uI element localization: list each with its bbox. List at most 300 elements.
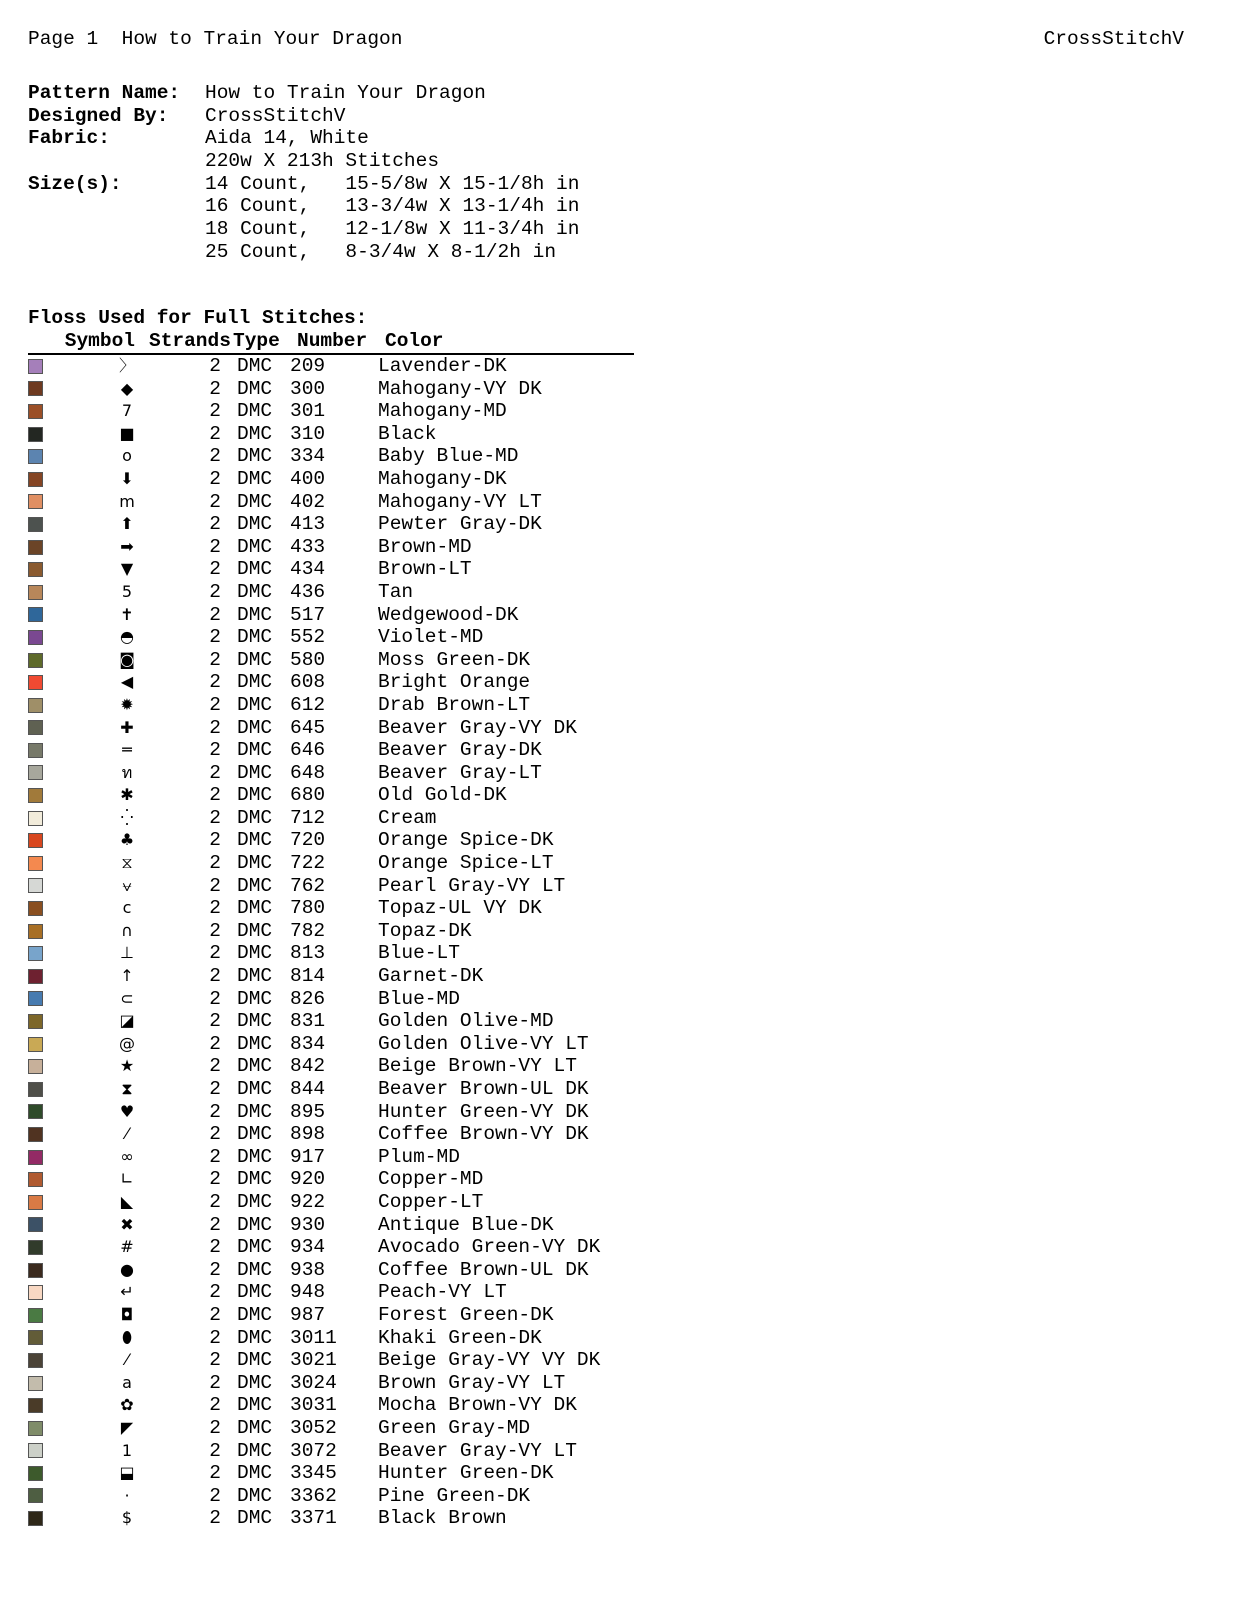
strands-value: 2 [209,1032,221,1055]
type-value: DMC [237,1303,273,1326]
color-swatch [28,720,43,735]
floss-row [28,1417,634,1440]
info-row [28,195,579,218]
strands-value: 2 [209,716,221,739]
col-strands: Strands [149,330,231,352]
type-value: DMC [237,1190,273,1213]
swatch-cell [28,1082,60,1097]
floss-row [28,762,634,785]
color-name: Plum-MD [378,1145,460,1168]
floss-row [28,1485,634,1508]
color-swatch [28,427,43,442]
swatch-cell [28,698,60,713]
type-value: DMC [237,467,273,490]
color-swatch [28,946,43,961]
swatch-cell [28,991,60,1006]
floss-row [28,988,634,1011]
strands-value: 2 [209,852,221,875]
color-swatch [28,1127,43,1142]
floss-row [28,852,634,875]
strands-value: 2 [209,1123,221,1146]
type-value: DMC [237,897,273,920]
stitch-symbol: ◘ [120,1304,134,1324]
type-value: DMC [237,648,273,671]
floss-row [28,807,634,830]
number-value: 301 [290,400,326,423]
color-name: Moss Green-DK [378,648,531,671]
stitch-symbol: 〉 [118,356,135,375]
strands-value: 2 [209,829,221,852]
swatch-cell [28,1263,60,1278]
color-swatch [28,562,43,577]
color-swatch [28,856,43,871]
stitch-symbol: @ [119,1033,135,1053]
color-swatch [28,517,43,532]
strands-value: 2 [209,1078,221,1100]
color-swatch [28,878,43,893]
color-swatch [28,1150,43,1165]
stitch-symbol: ⧖ [121,853,133,873]
color-name: Antique Blue-DK [378,1213,554,1236]
type-value: DMC [237,603,273,626]
number-value: 3011 [290,1326,337,1349]
info-value: How to Train Your Dragon [205,82,486,104]
strands-value: 2 [209,919,221,942]
strands-value: 2 [209,1416,221,1439]
color-name: Pearl Gray-VY LT [378,874,566,897]
stitch-symbol: a [122,1372,132,1392]
number-value: 762 [290,874,326,897]
color-swatch [28,1488,43,1503]
floss-row [28,1101,634,1124]
color-name: Khaki Green-DK [378,1326,542,1349]
floss-row [28,1033,634,1056]
color-name: Coffee Brown-UL DK [378,1258,589,1281]
number-value: 814 [290,965,326,988]
type-value: DMC [237,987,273,1010]
strands-value: 2 [209,1484,221,1507]
color-swatch [28,1263,43,1278]
color-name: Bright Orange [378,671,531,694]
type-value: DMC [237,852,273,875]
number-value: 720 [290,829,326,852]
color-swatch [28,1353,43,1368]
strands-value: 2 [209,1236,221,1259]
strands-value: 2 [209,693,221,716]
number-value: 645 [290,716,326,739]
type-value: DMC [237,1168,273,1191]
floss-row [28,671,634,694]
type-value: DMC [237,1032,273,1055]
strands-value: 2 [209,1439,221,1462]
color-swatch [28,1466,43,1481]
color-swatch [28,1308,43,1323]
strands-value: 2 [209,400,221,423]
floss-row [28,897,634,920]
strands-value: 2 [209,874,221,897]
floss-row [28,1146,634,1169]
stitch-symbol: · [124,1485,130,1505]
color-name: Green Gray-MD [378,1416,531,1439]
color-name: Forest Green-DK [378,1303,554,1326]
color-name: Mahogany-MD [378,400,507,423]
color-swatch [28,1421,43,1436]
number-value: 608 [290,671,326,694]
strands-value: 2 [209,490,221,513]
number-value: 402 [290,490,326,513]
strands-value: 2 [209,580,221,603]
swatch-cell [28,856,60,871]
stitch-symbol: ⁄ [125,1124,129,1144]
info-value: Aida 14, White [205,127,369,150]
type-value: DMC [237,513,273,536]
number-value: 3345 [290,1462,337,1485]
floss-table-body [28,355,634,1530]
floss-row [28,1440,634,1463]
color-swatch [28,901,43,916]
floss-row [28,965,634,988]
swatch-cell [28,833,60,848]
type-value: DMC [237,1145,273,1168]
floss-row [28,558,634,581]
swatch-cell [28,1150,60,1165]
stitch-symbol: ● [120,1259,134,1279]
color-name: Beaver Gray-DK [378,739,542,762]
col-color: Color [385,330,444,352]
type-value: DMC [237,490,273,513]
info-row [28,241,579,264]
floss-row [28,355,634,378]
stitch-symbol: ↑ [120,966,134,986]
strands-value: 2 [209,377,221,400]
info-label [28,241,205,264]
info-label: Fabric: [28,127,110,150]
floss-row [28,378,634,401]
strands-value: 2 [209,648,221,671]
strands-value: 2 [209,1394,221,1417]
number-value: 842 [290,1055,326,1078]
info-label: Size(s): [28,172,122,195]
number-value: 987 [290,1303,326,1326]
type-value: DMC [237,1439,273,1462]
floss-row [28,1507,634,1530]
stitch-symbol: ✚ [120,717,134,737]
col-number: Number [297,330,368,352]
swatch-cell [28,1308,60,1323]
color-name: Topaz-DK [378,919,472,942]
color-swatch [28,653,43,668]
swatch-cell [28,517,60,532]
stitch-symbol: ⁄ [125,1350,129,1370]
color-swatch [28,1082,43,1097]
color-swatch [28,1376,43,1391]
stitch-symbol: ท [121,762,133,782]
floss-row [28,1327,634,1350]
number-value: 834 [290,1032,326,1055]
color-swatch [28,1059,43,1074]
number-value: 436 [290,580,326,603]
number-value: 612 [290,693,326,716]
swatch-cell [28,1330,60,1345]
color-name: Mahogany-DK [378,467,507,490]
stitch-symbol: m [119,491,135,511]
strands-value: 2 [209,942,221,965]
type-value: DMC [237,761,273,784]
color-swatch [28,1104,43,1119]
stitch-symbol: ✖ [120,1214,134,1234]
strands-value: 2 [209,671,221,694]
floss-row [28,942,634,965]
strands-value: 2 [209,1168,221,1191]
color-swatch [28,1285,43,1300]
number-value: 434 [290,558,326,581]
stitch-symbol: ■ [119,423,135,443]
strands-value: 2 [209,1055,221,1078]
swatch-cell [28,607,60,622]
color-name: Old Gold-DK [378,784,507,807]
color-name: Beaver Gray-VY LT [378,1439,577,1462]
strands-value: 2 [209,422,221,445]
color-swatch [28,811,43,826]
stitch-symbol: ⬮ [121,1327,133,1347]
type-value: DMC [237,377,273,400]
info-value: 16 Count, 13-3/4w X 13-1/4h in [205,195,580,218]
floss-row [28,1055,634,1078]
floss-row [28,1394,634,1417]
swatch-cell [28,1376,60,1391]
floss-row [28,717,634,740]
number-value: 3362 [290,1484,337,1507]
swatch-cell [28,969,60,984]
info-label [28,150,205,173]
color-swatch [28,1398,43,1413]
pattern-info [28,82,579,264]
number-value: 938 [290,1258,326,1281]
floss-row [28,649,634,672]
strands-value: 2 [209,1213,221,1236]
number-value: 680 [290,784,326,807]
type-value: DMC [237,693,273,716]
type-value: DMC [237,1010,273,1033]
color-name: Violet-MD [378,626,484,649]
stitch-symbol: o [122,446,132,466]
strands-value: 2 [209,806,221,829]
info-label: Pattern Name: [28,82,181,104]
info-value: CrossStitchV [205,104,346,127]
info-label [28,218,205,241]
info-value: 18 Count, 12-1/8w X 11-3/4h in [205,218,580,241]
strands-value: 2 [209,1326,221,1349]
floss-row [28,1281,634,1304]
info-row [28,82,579,105]
strands-value: 2 [209,535,221,558]
type-value: DMC [237,874,273,897]
floss-row [28,1123,634,1146]
color-swatch [28,1014,43,1029]
stitch-symbol: ◤ [120,1417,134,1437]
number-value: 898 [290,1123,326,1146]
swatch-cell [28,901,60,916]
number-value: 917 [290,1145,326,1168]
swatch-cell [28,811,60,826]
color-name: Peach-VY LT [378,1281,507,1304]
type-value: DMC [237,1258,273,1281]
type-value: DMC [237,1326,273,1349]
number-value: 648 [290,761,326,784]
color-name: Black Brown [378,1507,507,1530]
floss-table [28,330,634,1530]
type-value: DMC [237,1394,273,1417]
stitch-symbol: ◆ [120,378,134,398]
type-value: DMC [237,942,273,965]
stitch-symbol: ⊂ [120,988,134,1008]
swatch-cell [28,1014,60,1029]
color-name: Hunter Green-DK [378,1462,554,1485]
number-value: 433 [290,535,326,558]
color-name: Wedgewood-DK [378,603,519,626]
color-swatch [28,540,43,555]
floss-row [28,784,634,807]
swatch-cell [28,1466,60,1481]
strands-value: 2 [209,1258,221,1281]
swatch-cell [28,472,60,487]
color-name: Drab Brown-LT [378,693,531,716]
info-row [28,218,579,241]
type-value: DMC [237,1507,273,1530]
strands-value: 2 [209,467,221,490]
floss-row [28,1168,634,1191]
strands-value: 2 [209,1190,221,1213]
stitch-symbol: ⊥ [120,943,134,963]
floss-row [28,400,634,423]
number-value: 3021 [290,1349,337,1372]
strands-value: 2 [209,603,221,626]
floss-row [28,694,634,717]
strands-value: 2 [209,965,221,988]
stitch-symbol: ♥ [119,1101,135,1121]
swatch-cell [28,427,60,442]
color-name: Beaver Gray-VY DK [378,716,577,739]
swatch-cell [28,1421,60,1436]
color-name: Topaz-UL VY DK [378,897,542,920]
stitch-symbol: ◪ [119,1011,135,1031]
number-value: 3031 [290,1394,337,1417]
color-swatch [28,630,43,645]
type-value: DMC [237,1055,273,1078]
floss-row [28,1372,634,1395]
color-name: Beige Gray-VY VY DK [378,1349,601,1372]
color-swatch [28,607,43,622]
number-value: 3371 [290,1507,337,1530]
number-value: 780 [290,897,326,920]
color-name: Mahogany-VY DK [378,377,542,400]
number-value: 934 [290,1236,326,1259]
strands-value: 2 [209,784,221,807]
type-value: DMC [237,739,273,762]
number-value: 580 [290,648,326,671]
color-swatch [28,1443,43,1458]
color-swatch [28,1240,43,1255]
type-value: DMC [237,1281,273,1304]
swatch-cell [28,1217,60,1232]
color-name: Pine Green-DK [378,1484,531,1507]
swatch-cell [28,449,60,464]
stitch-symbol: ◀ [120,672,134,692]
strands-value: 2 [209,445,221,468]
swatch-cell [28,1104,60,1119]
type-value: DMC [237,1213,273,1236]
strands-value: 2 [209,1100,221,1123]
swatch-cell [28,675,60,690]
color-name: Copper-LT [378,1190,484,1213]
col-symbol: Symbol [64,330,135,352]
strands-value: 2 [209,1281,221,1304]
type-value: DMC [237,716,273,739]
color-swatch [28,1172,43,1187]
color-name: Beaver Brown-UL DK [378,1078,589,1100]
color-swatch [28,1330,43,1345]
stitch-symbol: c [122,898,132,918]
number-value: 310 [290,422,326,445]
swatch-cell [28,1127,60,1142]
swatch-cell [28,924,60,939]
color-name: Pewter Gray-DK [378,513,542,536]
type-value: DMC [237,829,273,852]
color-name: Beige Brown-VY LT [378,1055,577,1078]
stitch-symbol: ✹ [120,694,134,714]
stitch-symbol: ⬓ [119,1463,135,1483]
type-value: DMC [237,1236,273,1259]
strands-value: 2 [209,1507,221,1530]
color-name: Mahogany-VY LT [378,490,542,513]
color-swatch [28,969,43,984]
strands-value: 2 [209,987,221,1010]
strands-value: 2 [209,761,221,784]
stitch-symbol: ⬇ [120,468,134,488]
stitch-symbol: ▼ [120,559,134,579]
color-name: Black [378,422,437,445]
type-value: DMC [237,1484,273,1507]
number-value: 920 [290,1168,326,1191]
number-value: 930 [290,1213,326,1236]
strands-value: 2 [209,1010,221,1033]
color-swatch [28,449,43,464]
color-swatch [28,1511,43,1526]
strands-value: 2 [209,1462,221,1485]
color-name: Blue-LT [378,942,460,965]
stitch-symbol: ◓ [120,627,134,647]
color-swatch [28,1195,43,1210]
stitch-symbol: ✝ [120,604,134,624]
floss-row [28,581,634,604]
floss-row [28,1236,634,1259]
color-swatch [28,472,43,487]
type-value: DMC [237,1416,273,1439]
number-value: 895 [290,1100,326,1123]
type-value: DMC [237,919,273,942]
floss-row [28,1078,634,1101]
type-value: DMC [237,580,273,603]
strands-value: 2 [209,1303,221,1326]
number-value: 3052 [290,1416,337,1439]
info-label: Designed By: [28,104,169,127]
color-name: Blue-MD [378,987,460,1010]
page-header-designer: CrossStitchV [1043,28,1184,50]
number-value: 646 [290,739,326,762]
swatch-cell [28,1037,60,1052]
type-value: DMC [237,1371,273,1394]
color-name: Garnet-DK [378,965,484,988]
